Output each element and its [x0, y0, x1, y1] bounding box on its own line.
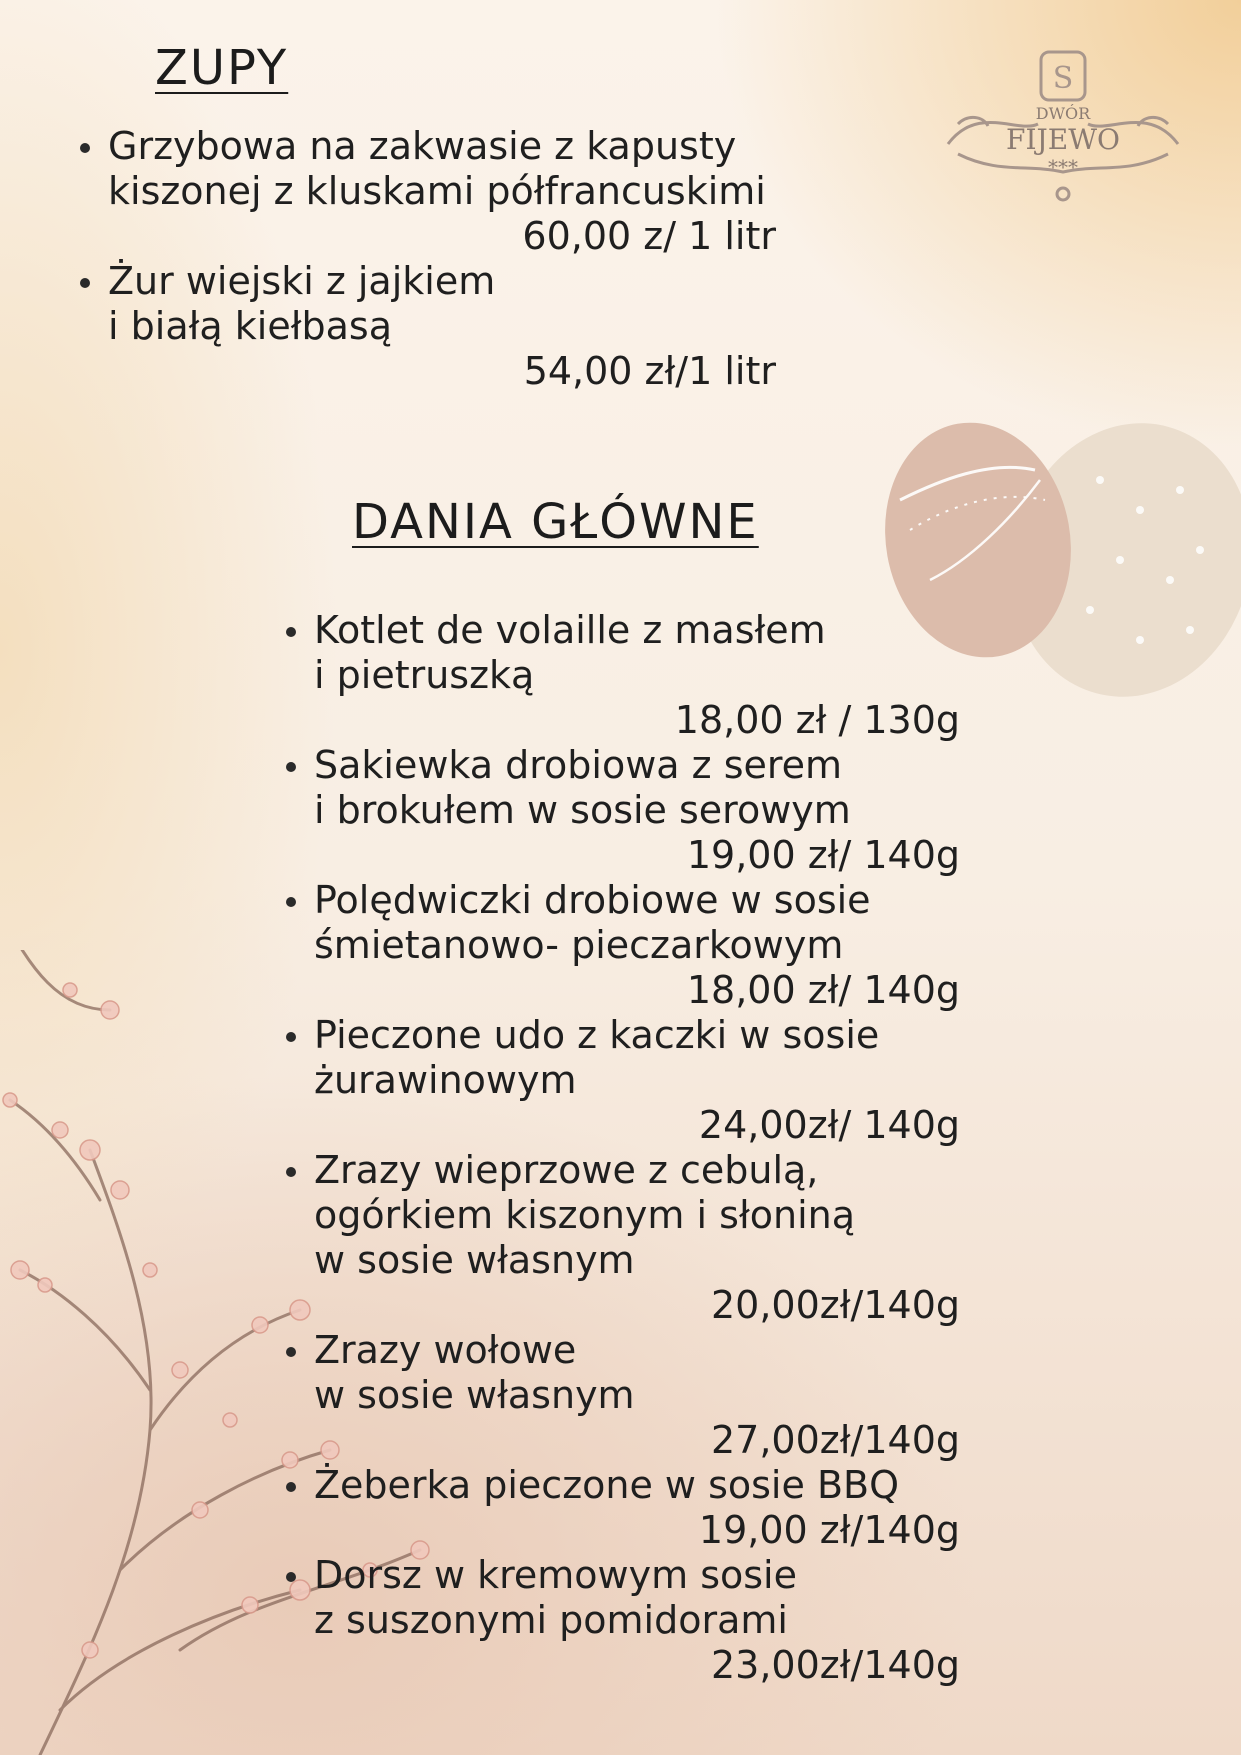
dish-price: 20,00zł/140g [711, 1283, 960, 1327]
menu-item [282, 608, 960, 743]
dish-name: Dorsz w kremowym sosie z suszonymi pomidorami [314, 1553, 797, 1642]
svg-text:***: *** [1048, 155, 1078, 179]
dish-name: Sakiewka drobiowa z serem i brokułem w sosie serowym [314, 743, 851, 832]
svg-text:DWÓR: DWÓR [1035, 104, 1091, 123]
dish-price: 23,00zł/140g [711, 1643, 960, 1687]
soups-heading: ZUPY [155, 40, 289, 96]
dish-name: Polędwiczki drobiowe w sosie śmietanowo- pieczarkowym [314, 878, 871, 967]
menu-item [282, 878, 960, 1013]
dish-price: 24,00zł/ 140g [698, 1103, 960, 1147]
menu-item [282, 1328, 960, 1463]
dish-price: 27,00zł/140g [711, 1418, 960, 1462]
dish-price: 19,00 zł/ 140g [686, 833, 960, 877]
dwor-fijewo-logo [938, 44, 1188, 214]
dish-name: Pieczone udo z kaczki w sosie żurawinowym [314, 1013, 880, 1102]
main-dishes-list [282, 608, 960, 1688]
menu-item [282, 1553, 960, 1688]
dish-price: 54,00 zł/1 litr [523, 349, 776, 393]
menu-item [282, 1148, 960, 1328]
dish-name: Kotlet de volaille z masłem i pietruszką [314, 608, 826, 697]
menu-item [76, 124, 776, 259]
dish-name: Żeberka pieczone w sosie BBQ [314, 1463, 899, 1507]
dish-name: Zrazy wołowe w sosie własnym [314, 1328, 635, 1417]
dish-name: Żur wiejski z jajkiem i białą kiełbasą [108, 259, 496, 348]
soups-list [76, 124, 776, 394]
menu-item [282, 1013, 960, 1148]
dish-name: Grzybowa na zakwasie z kapusty kiszonej z kluskami półfrancuskimi [108, 124, 766, 213]
dish-price: 18,00 zł/ 140g [686, 968, 960, 1012]
svg-text:S: S [1052, 61, 1074, 96]
dish-price: 18,00 zł / 130g [674, 698, 960, 742]
dish-price: 19,00 zł/140g [698, 1508, 960, 1552]
dish-price: 60,00 z/ 1 litr [522, 214, 776, 258]
menu-item [282, 743, 960, 878]
menu-item [76, 259, 776, 394]
main-dishes-heading: DANIA GŁÓWNE [352, 494, 759, 550]
dish-name: Zrazy wieprzowe z cebulą, ogórkiem kiszonym i słoniną w sosie własnym [314, 1148, 855, 1282]
menu-item [282, 1463, 960, 1553]
svg-text:FIJEWO: FIJEWO [1006, 123, 1120, 156]
